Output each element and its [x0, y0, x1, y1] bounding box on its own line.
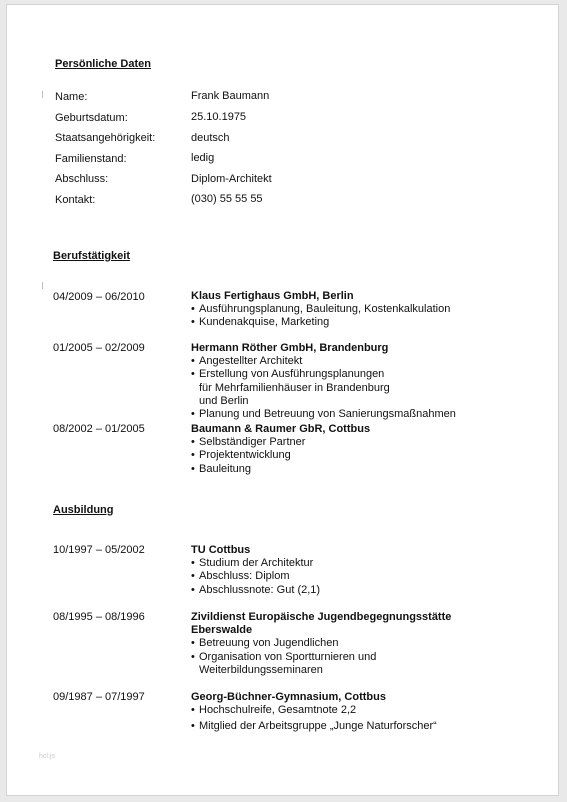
list-item: • Selbständiger Partner [191, 436, 511, 449]
career-entry [191, 423, 511, 476]
list-item: • Betreuung von Jugendlichen [191, 637, 481, 650]
list-item: • Erstellung von Ausführungsplanungen für Mehrfamilienhäuser in Brandenburg und Berlin [191, 368, 391, 408]
list-item: • Bauleitung [191, 463, 511, 476]
label-contact: Kontakt: [55, 194, 96, 206]
margin-mark [42, 282, 43, 289]
career-employer: Klaus Fertighaus GmbH, Berlin [191, 290, 354, 302]
label-nationality: Staatsangehörigkeit: [55, 132, 156, 144]
list-item: • Mitglied der Arbeitsgruppe „Junge Naturforscher“ [191, 720, 511, 733]
label-birthdate: Geburtsdatum: [55, 112, 128, 124]
value-name: Frank Baumann [191, 90, 270, 102]
label-name: Name: [55, 91, 88, 103]
list-item: • Kundenakquise, Marketing [191, 316, 511, 329]
career-period: 04/2009 – 06/2010 [53, 291, 145, 303]
footer-watermark: hcl.js [39, 753, 55, 760]
education-institution: TU Cottbus [191, 544, 251, 556]
list-item: • Abschluss: Diplom [191, 570, 511, 583]
career-bullets [191, 355, 456, 421]
career-bullets [191, 303, 511, 329]
career-period: 08/2002 – 01/2005 [53, 423, 145, 435]
value-nationality: deutsch [191, 132, 230, 144]
education-entry [191, 691, 511, 734]
list-item: • Planung und Betreuung von Sanierungsmaßnahmen [191, 408, 391, 421]
margin-mark [42, 91, 43, 98]
career-employer: Baumann & Raumer GbR, Cottbus [191, 423, 371, 435]
education-institution: Georg-Büchner-Gymnasium, Cottbus [191, 691, 386, 703]
list-item: • Angestellter Architekt [191, 355, 391, 368]
career-employer: Hermann Röther GmbH, Brandenburg [191, 342, 389, 354]
career-entry [191, 290, 511, 330]
list-item: • Organisation von Sportturnieren und Weiterbildungsseminaren [191, 651, 389, 677]
education-bullets [191, 704, 511, 733]
career-period: 01/2005 – 02/2009 [53, 342, 145, 354]
list-item: • Projektentwicklung [191, 449, 511, 462]
list-item: • Hochschulreife, Gesamtnote 2,2 [191, 704, 511, 717]
education-bullets [191, 637, 481, 677]
list-item: • Abschlussnote: Gut (2,1) [191, 584, 511, 597]
list-item: • Studium der Architektur [191, 557, 511, 570]
value-contact: (030) 55 55 55 [191, 193, 263, 205]
label-degree: Abschluss: [55, 173, 109, 185]
list-item: • Ausführungsplanung, Bauleitung, Kostenkalkulation [191, 303, 511, 316]
section-heading-personal: Persönliche Daten [55, 58, 151, 70]
education-period: 09/1987 – 07/1997 [53, 691, 145, 703]
career-entry [191, 342, 456, 421]
career-bullets [191, 436, 511, 476]
education-institution: Zivildienst Europäische Jugendbegegnungsstätte Eberswalde [191, 611, 452, 637]
value-degree: Diplom-Architekt [191, 173, 272, 185]
section-heading-career: Berufstätigkeit [53, 250, 131, 262]
value-birthdate: 25.10.1975 [191, 111, 247, 123]
label-marital-status: Familienstand: [55, 153, 127, 165]
education-entry [191, 611, 481, 677]
cv-page [6, 4, 559, 796]
value-marital-status: ledig [191, 152, 215, 164]
education-period: 08/1995 – 08/1996 [53, 611, 145, 623]
education-bullets [191, 557, 511, 597]
section-heading-education: Ausbildung [53, 504, 114, 516]
education-period: 10/1997 – 05/2002 [53, 544, 145, 556]
education-entry [191, 544, 511, 597]
